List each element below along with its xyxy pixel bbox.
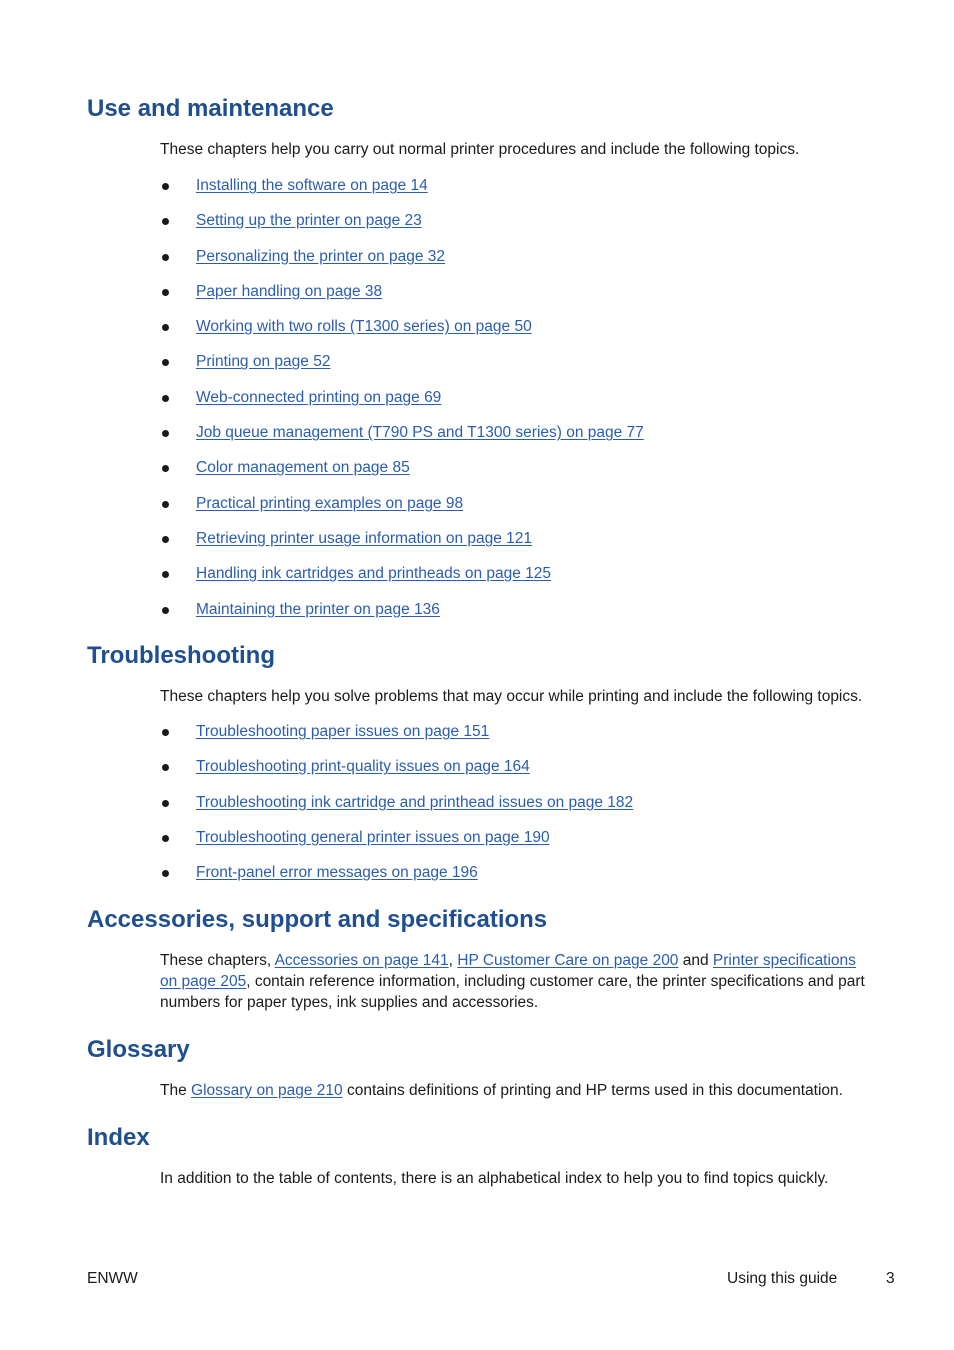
bullet-icon	[162, 324, 169, 331]
link-personalizing-printer[interactable]: Personalizing the printer on page 32	[196, 247, 446, 265]
accessories-text	[160, 950, 872, 1013]
link-printing[interactable]: Printing on page 52	[196, 353, 331, 371]
link-accessories[interactable]: Accessories on page 141	[274, 952, 449, 969]
bullet-icon	[162, 430, 169, 437]
link-job-queue[interactable]: Job queue management (T790 PS and T1300 series) on page 77	[196, 424, 644, 442]
troubleshooting-intro-text: These chapters help you solve problems that may occur while printing and include the following topics.	[160, 688, 863, 705]
heading-use-and-maintenance: Use and maintenance	[87, 95, 334, 122]
link-maintaining-printer[interactable]: Maintaining the printer on page 136	[196, 600, 440, 618]
accessories-text-4: , contain reference information, including customer care, the printer specifications and part numbers for paper types, ink supplies and accessories.	[160, 973, 865, 1011]
glossary-text-1: The	[160, 1082, 192, 1099]
heading-accessories: Accessories, support and specifications	[87, 906, 548, 933]
link-print-quality-issues[interactable]: Troubleshooting print-quality issues on page 164	[196, 758, 530, 776]
link-web-connected-printing[interactable]: Web-connected printing on page 69	[196, 388, 442, 406]
bullet-icon	[162, 465, 169, 472]
bullet-icon	[162, 571, 169, 578]
glossary-text	[160, 1080, 880, 1101]
link-general-printer-issues[interactable]: Troubleshooting general printer issues on page 190	[196, 828, 550, 846]
heading-index: Index	[87, 1124, 150, 1151]
bullet-icon	[162, 395, 169, 402]
link-installing-software[interactable]: Installing the software on page 14	[196, 177, 428, 194]
index-text: In addition to the table of contents, there is an alphabetical index to help you to find topics quickly.	[160, 1170, 829, 1187]
bullet-icon	[162, 835, 169, 842]
glossary-text-2: contains definitions of printing and HP terms used in this documentation.	[342, 1082, 843, 1099]
link-ink-printhead-issues[interactable]: Troubleshooting ink cartridge and printhead issues on page 182	[196, 793, 634, 811]
bullet-icon	[162, 800, 169, 807]
link-paper-issues[interactable]: Troubleshooting paper issues on page 151	[196, 723, 490, 740]
bullet-icon	[162, 359, 169, 366]
bullet-icon	[162, 536, 169, 543]
link-two-rolls[interactable]: Working with two rolls (T1300 series) on page 50	[196, 318, 532, 336]
link-printer-specifications[interactable]: Printer specifications on page 205	[160, 952, 856, 990]
bullet-icon	[162, 764, 169, 771]
bullet-icon	[162, 218, 169, 225]
bullet-icon	[162, 729, 169, 736]
link-front-panel-errors[interactable]: Front-panel error messages on page 196	[196, 864, 478, 882]
bullet-icon	[162, 607, 169, 614]
link-usage-information[interactable]: Retrieving printer usage information on page 121	[196, 529, 533, 547]
bullet-icon	[162, 870, 169, 877]
bullet-icon	[162, 254, 169, 261]
heading-glossary: Glossary	[87, 1036, 190, 1063]
link-ink-cartridges[interactable]: Handling ink cartridges and printheads on page 125	[196, 565, 552, 583]
link-color-management[interactable]: Color management on page 85	[196, 459, 410, 477]
bullet-icon	[162, 289, 169, 296]
footer-left-label: ENWW	[87, 1270, 138, 1287]
link-paper-handling[interactable]: Paper handling on page 38	[196, 282, 383, 300]
footer-section-title: Using this guide	[727, 1270, 838, 1287]
link-setting-up-printer[interactable]: Setting up the printer on page 23	[196, 212, 422, 230]
accessories-text-3: and	[678, 952, 713, 969]
link-practical-printing[interactable]: Practical printing examples on page 98	[196, 494, 464, 512]
accessories-text-2: ,	[448, 952, 458, 969]
heading-troubleshooting: Troubleshooting	[87, 642, 275, 669]
link-glossary[interactable]: Glossary on page 210	[191, 1082, 343, 1099]
accessories-text-1: These chapters,	[160, 952, 275, 969]
link-hp-customer-care[interactable]: HP Customer Care on page 200	[457, 952, 679, 969]
bullet-icon	[162, 501, 169, 508]
bullet-icon	[162, 183, 169, 190]
page-number: 3	[886, 1270, 895, 1287]
use-intro-text: These chapters help you carry out normal printer procedures and include the following topics.	[160, 141, 800, 158]
